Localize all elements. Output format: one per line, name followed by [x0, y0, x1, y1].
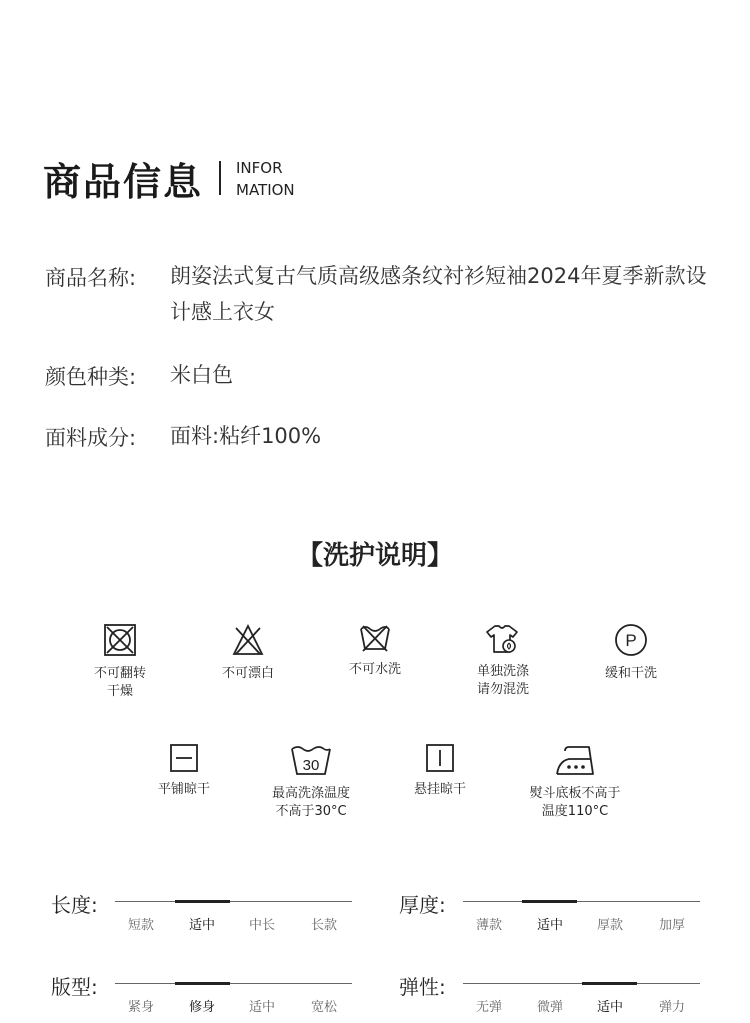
- color-value: 米白色: [170, 363, 233, 387]
- care-item-iron: [510, 743, 640, 821]
- spec-option: 长款: [310, 918, 337, 933]
- no-wash-icon: [358, 623, 392, 653]
- spec-option-selected: 适中: [536, 918, 563, 933]
- care-label-line1: 最高洗涤温度: [271, 786, 350, 801]
- care-label-line1: 不可漂白: [221, 666, 274, 681]
- spec-marker-length: [175, 900, 230, 903]
- spec-option-selected: 适中: [596, 1000, 623, 1015]
- care-label-line1: 不可翻转: [93, 666, 146, 681]
- spec-marker-thickness: [522, 900, 577, 903]
- care-item-wash-30: [246, 743, 376, 821]
- spec-line-thickness: [463, 901, 700, 902]
- spec-option: 厚款: [596, 918, 623, 933]
- care-label-line1: 悬挂晾干: [413, 782, 466, 797]
- no-bleach-icon: [231, 623, 265, 657]
- wash-temp-text: 30: [302, 757, 320, 774]
- care-item-no-bleach: [183, 623, 313, 683]
- spec-option: 短款: [127, 918, 154, 933]
- care-label-line2: 请勿混洗: [476, 682, 529, 697]
- wash-30-icon: [289, 743, 333, 777]
- no-tumble-dry-icon: [103, 623, 137, 657]
- dry-flat-icon: [169, 743, 199, 773]
- care-item-dry-clean: [566, 623, 696, 683]
- care-label-line1: 单独洗涤: [476, 664, 529, 679]
- svg-text:P: P: [625, 631, 637, 650]
- product-name-label: 商品名称:: [45, 266, 137, 290]
- fabric-label: 面料成分:: [45, 426, 137, 450]
- care-label-line1: 熨斗底板不高于: [529, 786, 621, 801]
- care-label-line2: 不高于30°C: [275, 804, 347, 819]
- care-item-drip-dry: [375, 743, 505, 799]
- care-label-line2: 干燥: [106, 684, 133, 699]
- iron-low-icon: [555, 743, 595, 777]
- spec-option-selected: 修身: [188, 1000, 215, 1015]
- care-label-line2: 温度110°C: [541, 804, 609, 819]
- spec-option: 微弹: [536, 1000, 563, 1015]
- spec-option: 加厚: [658, 918, 685, 933]
- spec-marker-fit: [175, 982, 230, 985]
- spec-option: 中长: [248, 918, 275, 933]
- spec-option: 弹力: [658, 1000, 685, 1015]
- section-title: 商品信息: [43, 160, 204, 204]
- spec-option: 宽松: [310, 1000, 337, 1015]
- drip-dry-icon: [425, 743, 455, 773]
- spec-option-selected: 适中: [188, 918, 215, 933]
- care-item-dry-flat: [119, 743, 249, 799]
- spec-option: 无弹: [475, 1000, 502, 1015]
- care-title: 【洗护说明】: [296, 541, 453, 571]
- care-item-no-wash: [310, 623, 440, 679]
- title-divider: [219, 161, 221, 195]
- spec-line-length: [115, 901, 352, 902]
- dry-clean-p-icon: [614, 623, 648, 657]
- color-label: 颜色种类:: [45, 365, 137, 389]
- spec-marker-elasticity: [582, 982, 637, 985]
- title-en-line2: MATION: [236, 181, 295, 199]
- spec-option: 薄款: [475, 918, 502, 933]
- section-title-en: [236, 157, 295, 201]
- spec-label-length: 长度:: [51, 893, 98, 917]
- care-label-line1: 缓和干洗: [604, 666, 657, 681]
- care-item-wash-separately: [438, 623, 568, 699]
- spec-option: 适中: [248, 1000, 275, 1015]
- spec-line-fit: [115, 983, 352, 984]
- fabric-value: 面料:粘纤100%: [170, 424, 322, 448]
- spec-option: 紧身: [127, 1000, 154, 1015]
- spec-label-elasticity: 弹性:: [399, 975, 446, 999]
- title-en-line1: INFOR: [236, 159, 283, 177]
- care-label-line1: 平铺晾干: [157, 782, 210, 797]
- spec-label-thickness: 厚度:: [399, 893, 446, 917]
- care-item-no-tumble-dry: [55, 623, 185, 701]
- spec-label-fit: 版型:: [51, 975, 98, 999]
- care-label-line1: 不可水洗: [348, 662, 401, 677]
- product-name-value: 朗姿法式复古气质高级感条纹衬衫短袖2024年夏季新款设计感上衣女: [170, 264, 707, 324]
- wash-separately-icon: [485, 623, 521, 655]
